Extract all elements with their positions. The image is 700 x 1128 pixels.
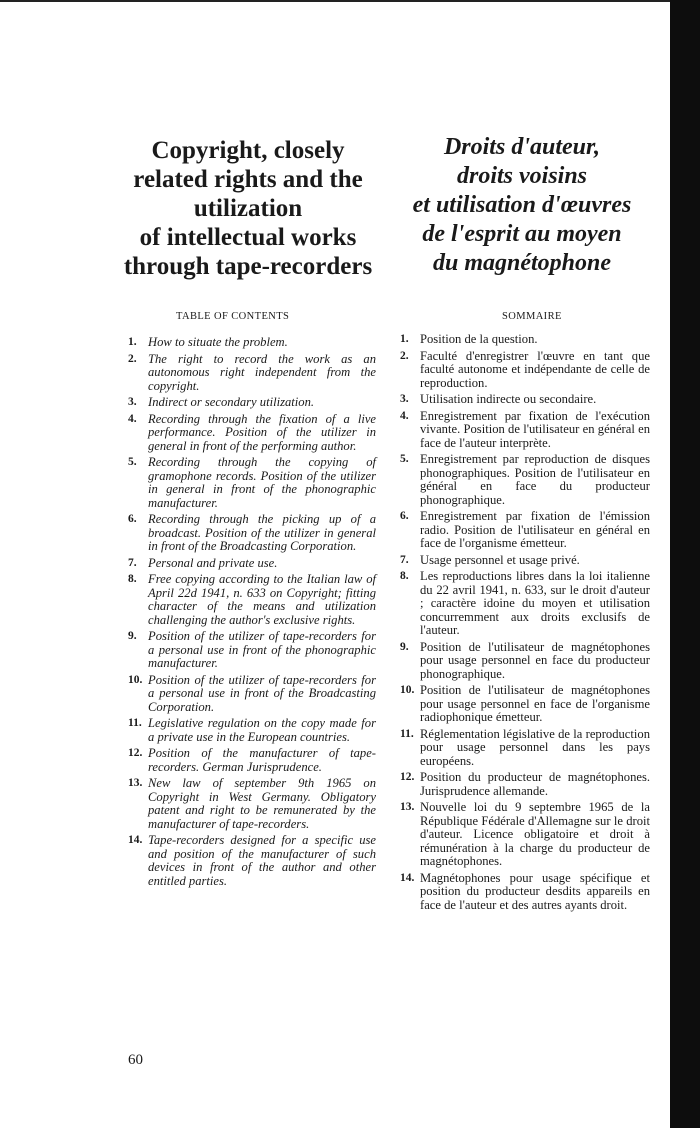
toc-item bbox=[400, 684, 650, 725]
toc-item-number: 12. bbox=[400, 771, 415, 783]
toc-item-number: 8. bbox=[128, 573, 137, 585]
toc-item-text: Tape-recorders designed for a specific use and position of the manufacturer of such devices in front of the author and other entitled parties. bbox=[148, 833, 376, 888]
toc-item-text: Position of the manufacturer of tape-recorders. German Jurisprudence. bbox=[148, 746, 376, 774]
toc-item-text: Indirect or secondary utilization. bbox=[148, 395, 315, 409]
toc-item-text: Position de l'utilisateur de magnétophones pour usage personnel en face du producteur phonographique. bbox=[420, 639, 650, 681]
toc-item-number: 6. bbox=[128, 513, 137, 525]
toc-item-text: Enregistrement par fixation de l'exécution vivante. Position de l'utilisateur en général en face de l'auteur interprète. bbox=[420, 408, 650, 450]
toc-item bbox=[400, 350, 650, 391]
toc-item-number: 10. bbox=[400, 684, 415, 696]
scan-edge-bar bbox=[670, 0, 700, 1128]
toc-item-number: 4. bbox=[400, 409, 409, 422]
toc-item-number: 12. bbox=[128, 747, 143, 759]
toc-item-text: How to situate the problem. bbox=[148, 335, 288, 349]
toc-item-text: Recording through the picking up of a broadcast. Position of the utilizer in general in front of the Broadcasting Corporation. bbox=[148, 512, 376, 553]
toc-item-text: Utilisation indirecte ou secondaire. bbox=[420, 392, 597, 406]
toc-item-text: Legislative regulation on the copy made for a private use in the European countries. bbox=[148, 716, 376, 744]
toc-item bbox=[128, 674, 376, 715]
toc-item-text: Faculté d'enregistrer l'œuvre en tant que faculté autonome et indépendante de celle de reproduction. bbox=[420, 348, 650, 390]
toc-item bbox=[128, 456, 376, 510]
title-en-line: through tape-recorders bbox=[123, 253, 373, 280]
toc-item-number: 4. bbox=[128, 412, 137, 425]
toc-item-number: 1. bbox=[400, 333, 409, 345]
toc-item-text: Personal and private use. bbox=[148, 555, 278, 570]
toc-item bbox=[128, 513, 376, 554]
toc-item-number: 9. bbox=[128, 630, 137, 642]
toc-item-text: Position of the utilizer of tape-recorders for a personal use in front of the phonographic manufacturer. bbox=[148, 629, 376, 670]
toc-item-text: Position of the utilizer of tape-recorders for a personal use in front of the Broadcasting Corporation. bbox=[148, 672, 376, 714]
toc-item-text: Réglementation législative de la reproduction pour usage personnel dans les pays européens. bbox=[420, 726, 650, 768]
title-fr-line: droits voisins bbox=[456, 163, 588, 189]
toc-item bbox=[400, 872, 650, 913]
toc-item-number: 10. bbox=[128, 673, 143, 686]
toc-item bbox=[128, 747, 376, 774]
toc-heading-french: SOMMAIRE bbox=[502, 311, 562, 322]
toc-item bbox=[128, 413, 376, 454]
toc-item-text: The right to record the work as an autonomous right independent from the copyright. bbox=[148, 351, 376, 393]
toc-item bbox=[400, 801, 650, 869]
toc-item-number: 7. bbox=[128, 556, 137, 569]
toc-item-number: 2. bbox=[128, 352, 137, 365]
toc-item bbox=[128, 396, 376, 410]
title-english bbox=[112, 136, 384, 281]
toc-item-text: Recording through the fixation of a live performance. Position of the utilizer in general in front of the performing author. bbox=[148, 411, 376, 453]
toc-item-text: Les reproductions libres dans la loi italienne du 22 avril 1941, n. 633, sur le droit d'auteur ; caractère idoine du moyen et utilisation concurremment aux droits exclusifs de l'auteur. bbox=[420, 569, 650, 637]
toc-item-number: 5. bbox=[128, 456, 137, 468]
title-en-line: related rights and the bbox=[133, 166, 363, 193]
toc-item-number: 6. bbox=[400, 510, 409, 522]
title-fr-line: de l'esprit au moyen bbox=[422, 221, 622, 247]
title-fr-line: Droits d'auteur, bbox=[443, 134, 601, 160]
toc-item bbox=[400, 333, 650, 347]
toc-list-english bbox=[128, 336, 376, 891]
title-en-line: of intellectual works bbox=[139, 224, 357, 251]
toc-item-number: 14. bbox=[400, 871, 415, 884]
title-en-line: Copyright, closely bbox=[151, 137, 345, 164]
toc-item-text: Enregistrement par fixation de l'émission radio. Position de l'utilisateur en général en face de l'organisme émetteur. bbox=[420, 509, 650, 550]
toc-item-text: Recording through the copying of gramophone records. Position of the utilizer in general in front of the phonographic manufacturer. bbox=[148, 455, 376, 510]
toc-item-text: Enregistrement par reproduction de disques phonographiques. Position de l'utilisateur en général en face du producteur phonographique. bbox=[420, 452, 650, 507]
toc-item-text: Usage personnel et usage privé. bbox=[420, 552, 580, 567]
toc-item bbox=[400, 510, 650, 551]
toc-item-number: 3. bbox=[128, 396, 137, 408]
toc-list-french bbox=[400, 333, 650, 915]
toc-item-text: Position du producteur de magnétophones. Jurisprudence allemande. bbox=[420, 770, 650, 798]
toc-item-number: 11. bbox=[128, 717, 142, 729]
toc-item bbox=[400, 728, 650, 769]
toc-item-number: 14. bbox=[128, 834, 143, 846]
title-en-line: utilization bbox=[193, 195, 303, 222]
toc-item bbox=[400, 410, 650, 451]
toc-item bbox=[128, 557, 376, 571]
toc-item-number: 9. bbox=[400, 640, 409, 653]
toc-item-number: 2. bbox=[400, 349, 409, 362]
toc-item bbox=[400, 453, 650, 507]
toc-item bbox=[400, 570, 650, 638]
page-number: 60 bbox=[128, 1052, 143, 1068]
toc-item-text: Magnétophones pour usage spécifique et position du producteur desdits appareils en face de l'auteur et des autres ayants droit. bbox=[420, 870, 650, 912]
toc-item-number: 5. bbox=[400, 453, 409, 465]
toc-item-number: 7. bbox=[400, 553, 409, 566]
title-fr-line: du magnétophone bbox=[432, 250, 612, 276]
toc-item bbox=[128, 573, 376, 627]
title-french bbox=[395, 133, 649, 278]
toc-item bbox=[128, 353, 376, 394]
toc-item-text: Free copying according to the Italian law of April 22d 1941, n. 633 on Copyright; fitting character of the means and utilization challenging the author's exclusive rights. bbox=[148, 572, 376, 627]
toc-item-number: 13. bbox=[128, 777, 143, 789]
toc-item-text: Position de l'utilisateur de magnétophones pour usage personnel en face de l'organisme radiophonique émetteur. bbox=[420, 683, 650, 724]
toc-item bbox=[400, 393, 650, 407]
toc-item-number: 3. bbox=[400, 393, 409, 405]
toc-item-number: 8. bbox=[400, 570, 409, 582]
title-fr-line: et utilisation d'œuvres bbox=[412, 192, 632, 218]
toc-item bbox=[400, 641, 650, 682]
toc-item bbox=[400, 771, 650, 798]
toc-item bbox=[128, 630, 376, 671]
toc-item-text: Position de la question. bbox=[420, 332, 538, 346]
toc-item bbox=[128, 336, 376, 350]
toc-item-text: Nouvelle loi du 9 septembre 1965 de la République Fédérale d'Allemagne sur le droit d'auteur. Licence obligatoire et droit à rémunération à la charge du producteur de magnétophones. bbox=[420, 800, 650, 868]
toc-item-number: 1. bbox=[128, 336, 137, 348]
top-rule bbox=[0, 0, 700, 2]
toc-item bbox=[400, 554, 650, 568]
toc-item bbox=[128, 777, 376, 831]
toc-item-text: New law of september 9th 1965 on Copyright in West Germany. Obligatory patent and right to be remunerated by the manufacturer of tape-recorders. bbox=[148, 776, 376, 831]
toc-item bbox=[128, 834, 376, 888]
toc-item-number: 11. bbox=[400, 727, 414, 740]
toc-item bbox=[128, 717, 376, 744]
toc-item-number: 13. bbox=[400, 801, 415, 813]
toc-heading-english: TABLE OF CONTENTS bbox=[176, 311, 290, 322]
